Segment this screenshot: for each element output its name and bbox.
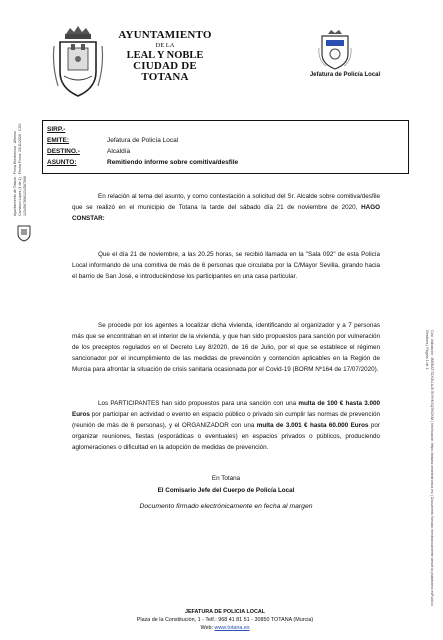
hago-constar-colon: :	[102, 215, 105, 222]
asunto-value: Remitiendo informe sobre comitiva/desfile	[107, 159, 239, 166]
destino-label: DESTINO.-	[47, 148, 80, 155]
paragraph-intro	[72, 191, 380, 224]
sirp-label: SIRP.-	[47, 126, 66, 133]
destino-value: Alcaldía	[107, 148, 131, 155]
signed-note: Documento firmado electrónicamente en fecha al margen	[139, 503, 313, 510]
footer-dept: JEFATURA DE POLICIA LOCAL	[184, 609, 266, 615]
document-header-box	[42, 120, 409, 174]
council-title-line3: LEAL Y NOBLE	[126, 50, 204, 61]
department-heading: Jefatura de Policía Local	[309, 72, 381, 78]
sanctions-text-a: Los PARTICIPANTES han sido propuestos para una sanción con una	[98, 400, 299, 407]
council-title-line1: AYUNTAMIENTO	[118, 29, 212, 41]
paragraph-sanctions	[72, 398, 380, 453]
paragraph-call: Que el día 21 de noviembre, a las 20.25 horas, se recibió llamada en la "Sala 092" de esta Policía Local informando de una comitiva de más de 6 personas que circulaba por la C/Mayor Sevilla, girando hacia el barrio de San José, e introduciéndose los participantes en una casa particular.	[72, 251, 380, 280]
hago-constar: HAGO CONSTAR	[72, 204, 380, 222]
participant-fine: multa de 100 € hasta 3.000 Euros	[72, 400, 380, 418]
emite-label: EMITE:	[47, 137, 70, 144]
signer-line: El Comisario Jefe del Cuerpo de Policía Local	[157, 487, 295, 494]
organizer-fine: multa de 3.001 € hasta 60.000 Euros	[256, 422, 369, 429]
place-line: En Totana	[211, 475, 241, 482]
signature-side-stamp	[13, 116, 35, 246]
validation-text: Cód. Validación: 4NEEAT7DXGU AJK7EYHKSQ7NCKM | Verificación: https://totana.sedelectronica.es/ | Documento firmado electrónicamente desde la plataforma esPublico Gestiona | Página 1 de 1	[425, 330, 434, 606]
asunto-label: ASUNTO:	[47, 159, 77, 166]
council-title	[110, 30, 220, 83]
intro-text: En relación al tema del asunto, y como contestación a solicitud del Sr. Alcalde sobre comitiva/desfile que se realizó en el municipio de Totana la tarde del sábado día 21 de noviembre de 2020,	[72, 193, 380, 211]
footer-address: Plaza de la Constitución, 1 - Telf.: 968 41 81 51 - 30850 TOTANA (Murcia)	[136, 617, 314, 623]
police-badge-icon	[318, 30, 352, 70]
council-seal-icon	[16, 224, 32, 242]
footer-web-line	[60, 625, 390, 632]
sanctions-text-c: por participar en actividad o evento en espacio público o privado sin cumplir las normas de prevención (reunión de más de 6 personas), y el ORGANIZADOR con una	[72, 411, 380, 429]
footer-web-link[interactable]: www.totana.es	[214, 625, 250, 631]
council-title-line4: CIUDAD DE TOTANA	[133, 60, 197, 83]
emite-value: Jefatura de Policía Local	[107, 137, 179, 144]
validation-side-text	[422, 330, 440, 610]
council-title-line2: DE LA	[155, 42, 175, 49]
sanctions-text-e: por organizar reuniones, fiestas (esporádicas o eventuales) en espacios privados o públicos, produciendo aglomeraciones o dificultad en la adopción de medidas de prevención.	[72, 422, 381, 451]
signature-stamp-text: Ayuntamiento de Totana · Firma Electrónica · Alfonso Carrasco López (1 de 1) · Fecha Firma: 23/11/2020 · CSV: 12345678901234567890	[13, 122, 27, 216]
coat-of-arms-icon	[52, 26, 104, 102]
paragraph-identification: Se procede por los agentes a localizar dicha vivienda, identificando al organizador y a 7 personas más que se encontraban en el interior de la vivienda, y que han sido propuestos para sanción por vulneración de los preceptos regulados en el Decreto Ley 8/2020, de 16 de Julio, por el que se establece el régimen sancionador por el incumplimiento de las medidas de prevención y contención aplicables en la Región de Murcia para afrontar la situación de crisis sanitaria ocasionada por el Covid-19 (BORM Nº164 de 17/07/2020).	[72, 322, 380, 373]
footer-web-label: Web:	[200, 625, 215, 631]
